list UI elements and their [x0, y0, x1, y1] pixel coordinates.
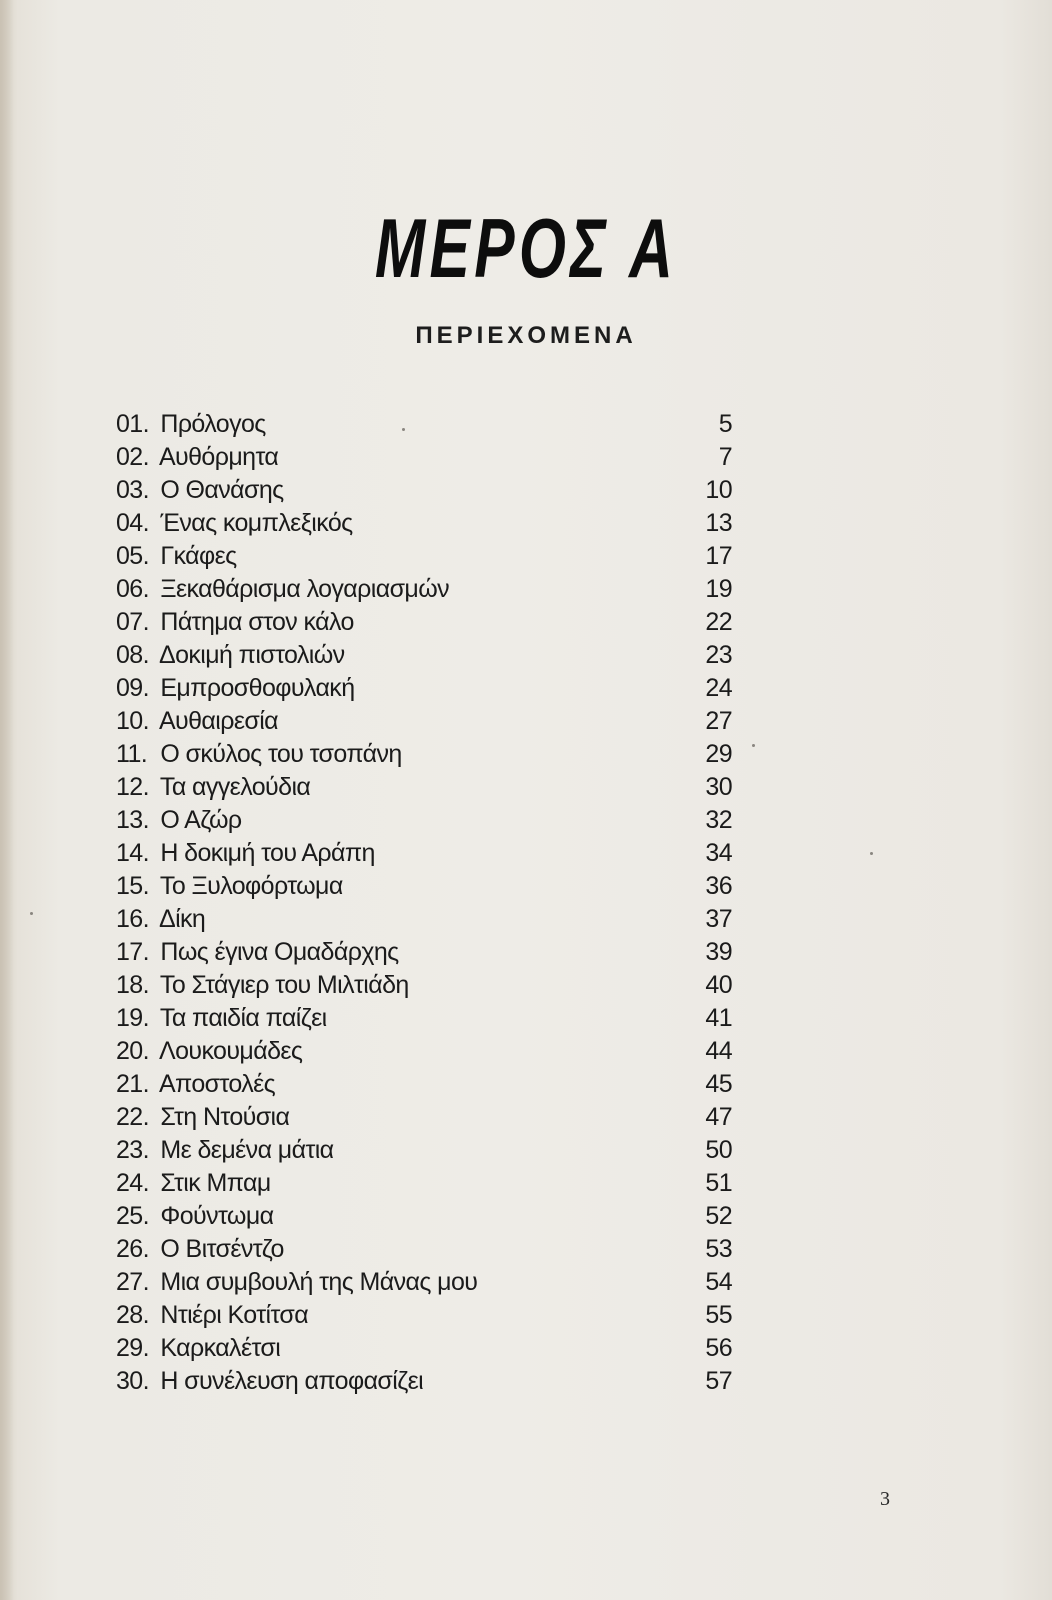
toc-entry [116, 474, 736, 507]
toc-entry-number: 24. [116, 1169, 149, 1197]
toc-entry-number: 29. [116, 1334, 149, 1362]
toc-entry-title: Με δεμένα μάτια [160, 1136, 334, 1164]
toc-entry-title: Πάτημα στον κάλο [160, 608, 354, 636]
toc-entry-title: Ξεκαθάρισμα λογαριασμών [160, 575, 450, 603]
toc-entry-number: 10. [116, 707, 149, 735]
toc-entry [116, 1101, 736, 1134]
toc-entry-number: 11. [116, 740, 148, 768]
toc-entry-title: Η δοκιμή του Αράπη [160, 839, 375, 867]
toc-entry-number: 01. [116, 410, 149, 438]
speck-dot [30, 912, 33, 915]
toc-entry-title: Εμπροσθοφυλακή [160, 674, 355, 702]
toc-entry [116, 1200, 736, 1233]
toc-entry-page: 23 [705, 641, 732, 669]
toc-entry [116, 837, 736, 870]
toc-entry [116, 408, 736, 441]
toc-entry-number: 23. [116, 1136, 149, 1164]
toc-entry-title: Το Ξυλοφόρτωμα [159, 872, 343, 900]
toc-entry-title: Ντιέρι Κοτίτσα [160, 1301, 309, 1329]
toc-entry-page: 10 [705, 476, 732, 504]
toc-entry-page: 37 [705, 905, 732, 933]
toc-entry-number: 16. [116, 905, 149, 933]
toc-entry-page: 5 [718, 410, 732, 438]
toc-entry-title: Στη Ντούσια [160, 1103, 290, 1131]
toc-entry-number: 05. [116, 542, 149, 570]
toc-entry-number: 21. [116, 1070, 149, 1098]
toc-entry-number: 06. [116, 575, 149, 603]
toc-entry-title: Αποστολές [158, 1070, 276, 1098]
toc-entry-page: 7 [718, 443, 732, 471]
toc-entry [116, 1134, 736, 1167]
toc-entry [116, 1266, 736, 1299]
toc-entry [116, 1068, 736, 1101]
toc-entry-number: 18. [116, 971, 149, 999]
toc-entry [116, 1299, 736, 1332]
toc-entry-page: 27 [705, 707, 732, 735]
toc-entry [116, 540, 736, 573]
toc-entry-page: 39 [705, 938, 732, 966]
toc-entry-number: 22. [116, 1103, 149, 1131]
toc-entry-title: Δοκιμή πιστολιών [158, 641, 345, 669]
toc-entry-number: 08. [116, 641, 149, 669]
toc-entry-page: 47 [705, 1103, 732, 1131]
toc-entry-number: 13. [116, 806, 149, 834]
toc-entry-title: Ο Θανάσης [160, 476, 284, 504]
toc-entry-title: Πως έγινα Ομαδάρχης [160, 938, 399, 966]
toc-entry [116, 1365, 736, 1398]
toc-entry-page: 56 [705, 1334, 732, 1362]
toc-entry-title: Φούντωμα [160, 1202, 274, 1230]
toc-entry-page: 52 [705, 1202, 732, 1230]
toc-entry-title: Γκάφες [160, 542, 237, 570]
toc-entry [116, 1332, 736, 1365]
toc-entry-number: 19. [116, 1004, 149, 1032]
toc-entry-title: Λουκουμάδες [158, 1037, 303, 1065]
toc-entry-number: 04. [116, 509, 149, 537]
toc-entry-number: 20. [116, 1037, 149, 1065]
toc-entry [116, 804, 736, 837]
toc-entry-title: Ο Αζώρ [160, 806, 242, 834]
toc-entry-number: 27. [116, 1268, 149, 1296]
toc-entry-page: 54 [705, 1268, 732, 1296]
toc-entry-page: 57 [705, 1367, 732, 1395]
page-number: 3 [880, 1488, 890, 1510]
page-spine-shadow [0, 0, 14, 1600]
toc-entry-number: 30. [116, 1367, 149, 1395]
toc-entry-page: 45 [705, 1070, 732, 1098]
toc-entry [116, 1035, 736, 1068]
toc-entry [116, 1002, 736, 1035]
toc-entry-page: 44 [705, 1037, 732, 1065]
toc-entry [116, 1233, 736, 1266]
toc-entry-title: Μια συμβουλή της Μάνας μου [160, 1268, 478, 1296]
toc-entry-page: 34 [705, 839, 732, 867]
toc-entry-number: 12. [116, 773, 149, 801]
toc-entry-page: 19 [705, 575, 732, 603]
toc-entry [116, 705, 736, 738]
toc-entry-title: Το Στάγιερ του Μιλτιάδη [159, 971, 409, 999]
toc-entry [116, 606, 736, 639]
toc-entry-number: 25. [116, 1202, 149, 1230]
toc-entry-page: 29 [705, 740, 732, 768]
toc-entry [116, 870, 736, 903]
toc-entry [116, 738, 736, 771]
toc-entry-page: 32 [705, 806, 732, 834]
toc-entry-title: Αυθόρμητα [158, 443, 279, 471]
toc-entry-number: 09. [116, 674, 149, 702]
toc-entry-page: 50 [705, 1136, 732, 1164]
toc-entry [116, 1167, 736, 1200]
toc-entry [116, 639, 736, 672]
toc-entry-title: Ένας κομπλεξικός [160, 509, 353, 537]
toc-entry-page: 36 [705, 872, 732, 900]
toc-entry-page: 17 [705, 542, 732, 570]
toc-entry-title: Τα αγγελούδια [159, 773, 311, 801]
toc-entry-number: 14. [116, 839, 149, 867]
toc-entry-title: Δίκη [158, 905, 206, 933]
toc-entry-number: 17. [116, 938, 149, 966]
toc-entry-page: 13 [705, 509, 732, 537]
toc-entry [116, 969, 736, 1002]
speck-dot [752, 744, 755, 747]
table-of-contents [116, 408, 736, 1398]
toc-entry-page: 41 [705, 1004, 732, 1032]
toc-entry [116, 573, 736, 606]
toc-entry-page: 40 [705, 971, 732, 999]
toc-entry-title: Τα παιδία παίζει [159, 1004, 327, 1032]
toc-entry-number: 03. [116, 476, 149, 504]
toc-entry-number: 07. [116, 608, 149, 636]
toc-entry [116, 771, 736, 804]
toc-entry-number: 28. [116, 1301, 149, 1329]
toc-entry-page: 53 [705, 1235, 732, 1263]
toc-heading: ΠΕΡΙΕΧΟΜΕΝΑ [415, 322, 637, 349]
speck-dot [870, 852, 873, 855]
toc-entry-page: 30 [705, 773, 732, 801]
toc-entry-title: Αυθαιρεσία [158, 707, 279, 735]
speck-dot [402, 428, 405, 431]
toc-entry [116, 936, 736, 969]
toc-entry-title: Ο Βιτσέντζο [160, 1235, 284, 1263]
toc-entry [116, 903, 736, 936]
toc-entry-page: 55 [705, 1301, 732, 1329]
toc-entry-title: Πρόλογος [160, 410, 266, 438]
toc-entry-page: 24 [705, 674, 732, 702]
toc-entry-page: 51 [705, 1169, 732, 1197]
toc-entry [116, 672, 736, 705]
toc-entry-number: 15. [116, 872, 149, 900]
toc-entry-title: Η συνέλευση αποφασίζει [160, 1367, 424, 1395]
toc-entry-page: 22 [705, 608, 732, 636]
toc-entry-number: 02. [116, 443, 149, 471]
toc-entry-title: Στικ Μπαμ [160, 1169, 271, 1197]
part-title: ΜΕΡΟΣ Α [374, 201, 678, 295]
toc-entry [116, 441, 736, 474]
toc-entry-title: Καρκαλέτσι [160, 1334, 281, 1362]
toc-entry [116, 507, 736, 540]
toc-entry-title: Ο σκύλος του τσοπάνη [160, 740, 402, 768]
toc-entry-number: 26. [116, 1235, 149, 1263]
